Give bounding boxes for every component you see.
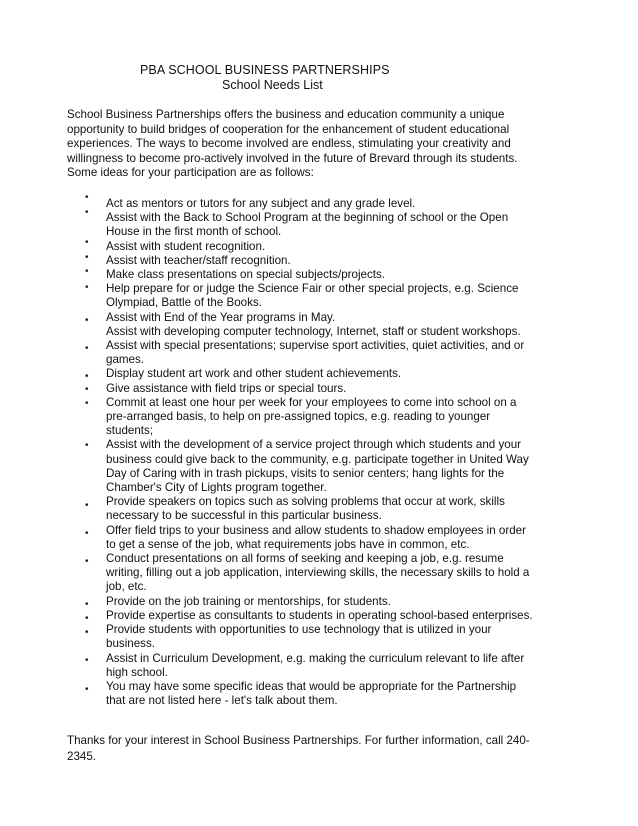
bullet-icon: • [85, 384, 89, 395]
list-item: Provide expertise as consultants to students in operating school-based enterprises. [106, 608, 533, 622]
footer-note: Thanks for your interest in School Business Partnerships. For further information, call 240-2345. [67, 734, 530, 763]
bullet-icon: • [85, 315, 89, 326]
bullet-icon: • [85, 192, 89, 203]
page-subtitle: School Needs List [222, 78, 323, 92]
list-item: Act as mentors or tutors for any subject and any grade level. [106, 197, 416, 210]
bullet-icon: • [85, 655, 89, 666]
list-item: Make class presentations on special subjects/projects. [106, 268, 386, 282]
intro-paragraph: School Business Partnerships offers the business and education community a unique opportunity to build bridges of cooperation for the enhancement of student educational experiences. The ways to become involved are endless, stimulating your creativity and willingness to become pro-actively involved in the future of Brevard through its students. Some ideas for your participation are as follows: [67, 108, 518, 180]
list-item: Assist with teacher/staff recognition. [106, 253, 291, 267]
list-item: Provide speakers on topics such as solving problems that occur at work, skills necessary to be successful in this particular business. [106, 495, 505, 523]
list-item: Assist with the development of a service project through which students and your business could give back to the community, e.g. participate together in United Way Day of Caring with in trash pickups, visits to senior centers; hang lights for the Chamber's City of Lights program together. [106, 438, 529, 495]
list-item: Help prepare for or judge the Science Fair or other special projects, e.g. Science Olympiad, Battle of the Books. [106, 282, 519, 310]
bullet-icon: • [85, 371, 89, 382]
bullet-icon: • [85, 500, 89, 511]
bullet-icon: • [85, 528, 89, 539]
list-item: Display student art work and other student achievements. [106, 367, 402, 381]
bullet-icon: • [85, 237, 89, 248]
bullet-icon: • [85, 282, 89, 293]
bullet-icon: • [85, 556, 89, 567]
list-item: Assist with special presentations; supervise sport activities, quiet activities, and or games. [106, 339, 525, 367]
bullet-icon: • [85, 684, 89, 695]
page-title: PBA SCHOOL BUSINESS PARTNERSHIPS [140, 63, 390, 77]
list-item: Assist with developing computer technology, Internet, staff or student workshops. [106, 324, 521, 338]
list-item: Assist with End of the Year programs in May. [106, 310, 336, 324]
ideas-list [106, 197, 536, 708]
bullet-icon: • [85, 599, 89, 610]
list-item: Provide students with opportunities to use technology that is utilized in your business. [106, 623, 492, 651]
list-item: Conduct presentations on all forms of seeking and keeping a job, e.g. resume writing, filling out a job application, interviewing skills, the necessary skills to hold a job, etc. [106, 552, 530, 594]
bullet-icon: • [85, 627, 89, 638]
bullet-icon: • [85, 343, 89, 354]
bullet-icon: • [85, 398, 89, 409]
bullet-icon: • [85, 440, 89, 451]
list-item: You may have some specific ideas that would be appropriate for the Partnership that are not listed here - let's talk about them. [106, 679, 517, 708]
bullet-icon: • [85, 613, 89, 624]
bullet-icon: • [85, 266, 89, 277]
list-item: Give assistance with field trips or special tours. [106, 381, 347, 395]
list-item: Commit at least one hour per week for your employees to come into school on a pre-arranged basis, to help on pre-assigned topics, e.g. reading to younger students; [106, 395, 517, 438]
list-item: Provide on the job training or mentorships, for students. [106, 594, 391, 608]
bullet-icon: • [85, 252, 89, 263]
list-item: Assist in Curriculum Development, e.g. making the curriculum relevant to life after high school. [106, 651, 525, 679]
bullet-icon: • [85, 207, 89, 218]
list-item: Assist with student recognition. [106, 239, 266, 253]
list-item: Assist with the Back to School Program at the beginning of school or the Open House in the first month of school. [106, 211, 509, 239]
list-item: Offer field trips to your business and allow students to shadow employees in order to get a sense of the job, what requirements jobs have in common, etc. [106, 523, 526, 551]
